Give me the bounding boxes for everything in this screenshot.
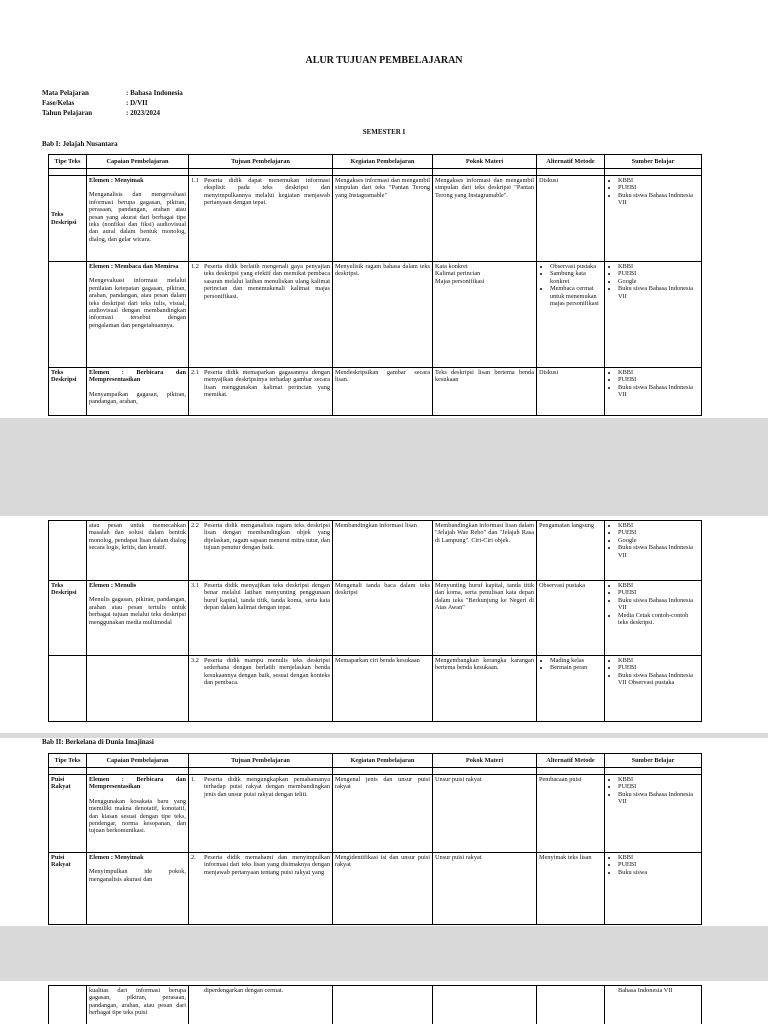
- tp-number: 3.1: [191, 582, 199, 589]
- kegiatan-cell: Mengidentifikasi isi dan unsur puisi rakyat: [333, 853, 433, 925]
- tp-number: 2.2: [191, 522, 199, 529]
- sumber-cell: [605, 368, 702, 416]
- tp-text: Peserta didik menganalisis ragam teks deskripsi lisan dengan membandingkan objek yang dijelaskan, ragam sapaan menurut mitra tutur, dan tujuan penutur dengan baik.: [204, 522, 330, 552]
- capaian-text: Menganalisis dan mengevaluasi informasi berupa gagasan, pikiran, perasaan, pandangan, arahan atau pesan yang akurat dari berbagai tipe teks (nonfiksi dan fiksi) audiovisual dan aural dalam bentuk monolog, dialog, dan gelar wicara.: [89, 191, 186, 243]
- header-cell: Capaian Pembelajaran: [87, 155, 189, 169]
- tp-text: Peserta didik dapat menemukan informasi eksplisit pada teks deskripsi dan menyimpulkannya melalui kegiatan menjawab pertanyaan dengan tepat.: [204, 177, 330, 207]
- metode-cell: Observasi pustaka: [537, 581, 605, 656]
- tp-text: Peserta didik memahami dan menyimpulkan informasi dari teks lisan yang disimaknya dengan menjawab pertanyaan tentang puisi rakyat yang: [204, 854, 330, 876]
- materi-cell: Kata konkret Kalimat perincian Majas personifikasi: [433, 262, 537, 368]
- list-item: • Mading kelas: [550, 657, 602, 664]
- capaian-text: Menggunakan kosakata baru yang memiliki makna denotatif, konotatif, dan kiasan sesuai dengan tipe teks, pendengar, norma kesopanan, dan tujuan berkomunikasi.: [89, 797, 186, 835]
- capaian-cell: [87, 853, 189, 925]
- kegiatan-cell: Menyelisik ragam bahasa dalam teks deskripsi.: [333, 262, 433, 368]
- table-header-row: [49, 155, 702, 169]
- list-item: • Buku siswa Bahasa Indonesia VII Observasi pustaka: [618, 672, 699, 687]
- sumber-cell: [605, 521, 702, 581]
- header-cell: Tipe Teks: [49, 754, 87, 768]
- table-row: [49, 853, 702, 925]
- materi-cell: Unsur puisi rakyat: [433, 853, 537, 925]
- tp-number: 3.2: [191, 657, 199, 664]
- capaian-cell: atau pesan untuk memecahkan masalah dan solusi dalam bentuk monolog, pendapat lisan dalam dialog secara logis, kritis, dan kreatif.: [87, 521, 189, 581]
- meta-label: Fase/Kelas: [42, 99, 75, 107]
- tujuan-cell: [189, 521, 333, 581]
- list-item: • Google: [618, 537, 699, 544]
- list-item: Bahasa Indonesia VII: [618, 987, 673, 994]
- table-row: [49, 176, 702, 262]
- bab1-table-part1: [48, 154, 702, 416]
- metode-cell: Diskusi: [537, 368, 605, 416]
- sumber-cell: [605, 176, 702, 262]
- list-item: • Buku siswa Bahasa Indonesia VII: [618, 285, 699, 300]
- list-item: • Buku siswa Bahasa Indonesia VII: [618, 791, 699, 806]
- tp-text: Peserta didik mampu menulis teks deskripsi sederhana dengan berlatih menjelaskan benda kesukaannya dengan baik, sesuai dengan konteks dan pembaca.: [204, 657, 330, 687]
- document-page-1: [0, 0, 768, 418]
- materi-cell: Menyunting huruf kapital, tanda titik dan koma, serta penulisan kata depan dalam teks "Berkunjung ke Negeri di Atas Awan": [433, 581, 537, 656]
- tipe-teks-cell: [49, 521, 87, 581]
- table-spacer-row: [49, 169, 702, 176]
- list-item: • PUEBI: [618, 783, 699, 790]
- header-cell: Pokok Materi: [433, 155, 537, 169]
- header-cell: Kegiatan Pembelajaran: [333, 754, 433, 768]
- table-row: [49, 656, 702, 722]
- list-item: • PUEBI: [618, 664, 699, 671]
- tipe-teks-cell: Teks Deskripsi: [49, 368, 87, 416]
- header-cell: Kegiatan Pembelajaran: [333, 155, 433, 169]
- table-row: [49, 368, 702, 416]
- capaian-cell: [87, 176, 189, 262]
- capaian-text: Mengevaluasi informasi melalui penilaian ketepatan gagasan, pikiran, arahan, pandangan, atau pesan dalam teks deskripsi dari teks tulis, visual, audiovisual dengan membandingkan informasi tersebut dengan pengalaman dan pengetahuannya.: [89, 277, 186, 329]
- document-page-4: [0, 981, 768, 1024]
- tujuan-cell: [189, 368, 333, 416]
- header-cell: Alternatif Metode: [537, 155, 605, 169]
- tujuan-cell: [189, 262, 333, 368]
- tp-text: Peserta didik mengungkapkan pemahamanya terhadap puisi rakyat dengan membandingkan jenis dan unsur puisi rakyat dengan teliti.: [204, 776, 330, 798]
- capaian-cell: [87, 775, 189, 853]
- meta-value: : D/VII: [126, 99, 148, 107]
- capaian-text: Menyampaikan gagasan, pikiran, pandangan, arahan,: [89, 390, 186, 406]
- meta-label: Tahun Pelajaran: [42, 109, 93, 117]
- materi-cell: [433, 986, 537, 1024]
- list-item: • PUEBI: [618, 270, 699, 277]
- list-item: • KBBI: [618, 776, 699, 783]
- metode-cell: Menyimak teks lisan: [537, 853, 605, 925]
- capaian-cell: [87, 656, 189, 722]
- meta-value: : Bahasa Indonesia: [126, 89, 183, 97]
- list-item: • Media Cetak contoh-contoh teks deskripsi.: [618, 612, 699, 627]
- list-item: • PUEBI: [618, 589, 699, 596]
- tp-number: 1.1: [191, 177, 199, 184]
- metode-cell: [537, 986, 605, 1024]
- meta-row: [42, 108, 183, 118]
- tujuan-cell: [189, 656, 333, 722]
- table-row: [49, 581, 702, 656]
- sumber-cell: [605, 656, 702, 722]
- tipe-teks-cell: Teks Deskripsi: [49, 581, 87, 656]
- metode-cell: Diskusi: [537, 176, 605, 262]
- tp-text: diperdengarkan dengan cermat.: [204, 987, 284, 994]
- list-item: • KBBI: [618, 263, 699, 270]
- document-page-2: [0, 516, 768, 733]
- header-cell: Tipe Teks: [49, 155, 87, 169]
- table-row: [49, 521, 702, 581]
- header-cell: Tujuan Pembelajaran: [189, 155, 333, 169]
- metode-cell: [537, 656, 605, 722]
- list-item: • Sambung kata konkret: [550, 270, 602, 285]
- bab2-table: [48, 753, 702, 925]
- sumber-cell: [605, 581, 702, 656]
- semester-heading: SEMESTER I: [362, 128, 406, 136]
- sumber-cell: [605, 775, 702, 853]
- capaian-cell: kualitas dari informasi berupa gagasan, pikiran, perasaan, pandangan, arahan, atau pesan dari berbagai tipe teks puisi: [87, 986, 189, 1024]
- tipe-teks-cell: [49, 262, 87, 368]
- header-cell: Sumber Belajar: [605, 754, 702, 768]
- tujuan-cell: [189, 176, 333, 262]
- metode-cell: [537, 262, 605, 368]
- kegiatan-cell: Memaparkan ciri benda kesukaan: [333, 656, 433, 722]
- kegiatan-cell: Mengakses informasi dan mengambil simpulan dari teks "Pantan Terong yang Instagramable": [333, 176, 433, 262]
- meta-value: : 2023/2024: [126, 109, 161, 117]
- tp-text: Peserta didik berlatih mengenali gaya penyajian teks deskripsi yang efektif dan memikat pembaca sasaran melalui latihan menuliskan ulang kalimat perincian dan menemukenali kalimat majas personifikasi.: [204, 263, 330, 300]
- tipe-teks-cell: Teks Deskripsi: [49, 176, 87, 262]
- tipe-teks-cell: [49, 656, 87, 722]
- list-item: • KBBI: [618, 369, 699, 376]
- materi-cell: Membandingkan informasi lisan dalam "Jelajah Wae Rebo" dan "Jelajah Rasa di Lampung". Ciri-Ciri objek.: [433, 521, 537, 581]
- list-item: • Buku siswa Bahasa Indonesia VII: [618, 597, 699, 612]
- element-heading: Elemen : Menyimak: [89, 177, 144, 184]
- bab2-table-part2: [48, 985, 702, 1024]
- tujuan-cell: [189, 775, 333, 853]
- capaian-text: Menulis gagasan, pikiran, pandangan, arahan atau pesan tertulis untuk berbagai tujuan melalui teks deskripsi menggunakan media multimodal: [89, 596, 186, 626]
- capaian-text: Menyimpulkan ide pokok, menganalisis akurasi dan: [89, 868, 186, 883]
- list-item: • KBBI: [618, 177, 699, 184]
- tp-number: 1.: [191, 776, 196, 783]
- list-item: • Buku siswa Bahasa Indonesia VII: [618, 384, 699, 399]
- materi-cell: Mengakses informasi dan mengambil simpulan dari teks deskripsi "Pantan Terong yang Instagramable".: [433, 176, 537, 262]
- table-header-row: [49, 754, 702, 768]
- kegiatan-cell: Mengenal jenis dan unsur puisi rakyat: [333, 775, 433, 853]
- document-title: ALUR TUJUAN PEMBELAJARAN: [305, 55, 463, 66]
- element-heading: Elemen : Berbicara dan Mempresentasikan: [89, 369, 186, 384]
- capaian-cell: [87, 262, 189, 368]
- list-item: • Buku siswa Bahasa Indonesia VII: [618, 192, 699, 207]
- element-heading: Elemen : Membaca dan Memirsa: [89, 263, 179, 270]
- tp-number: 1.2: [191, 263, 199, 270]
- tipe-teks-cell: [49, 986, 87, 1024]
- tujuan-cell: [189, 853, 333, 925]
- kegiatan-cell: Membandingkan informasi lisan: [333, 521, 433, 581]
- sumber-cell: [605, 262, 702, 368]
- table-row: [49, 986, 702, 1024]
- bab2-heading: Bab II: Berkelana di Dunia Imajinasi: [42, 738, 154, 746]
- meta-row: [42, 98, 183, 108]
- metode-cell: Pengamatan langsung: [537, 521, 605, 581]
- list-item: • Bermain peran: [550, 664, 602, 671]
- tp-text: Peserta didik memaparkan gagasannya dengan menyajikan deskripsinya terhadap gambar secara lisan menggunakan kalimat perincian yang memikat.: [204, 369, 330, 399]
- list-item: • Google: [618, 278, 699, 285]
- tp-number: 2.1: [191, 369, 199, 376]
- list-item: • Buku siswa: [618, 869, 699, 876]
- document-meta: [42, 88, 183, 118]
- table-row: [49, 775, 702, 853]
- kegiatan-cell: [333, 986, 433, 1024]
- kegiatan-cell: Mengenali tanda baca dalam teks deskripsi: [333, 581, 433, 656]
- metode-cell: Pembacaan puisi: [537, 775, 605, 853]
- header-cell: Tujuan Pembelajaran: [189, 754, 333, 768]
- tujuan-cell: [189, 986, 333, 1024]
- tp-text: Peserta didik menyajikan teks deskripsi dengan benar melalui latihan menyunting penggunaan huruf kapital, tanda titik, tanda koma, serta kata depan dalam kalimat dengan tepat.: [204, 582, 330, 612]
- materi-cell: Teks deskripsi lisan bertema benda kesukaan: [433, 368, 537, 416]
- list-item: • Observasi pustaka: [550, 263, 602, 270]
- list-item: • KBBI: [618, 657, 699, 664]
- document-page-3: [0, 738, 768, 926]
- element-heading: Elemen : Berbicara dan Mempresentasikan: [89, 776, 186, 791]
- tipe-teks-cell: Puisi Rakyat: [49, 853, 87, 925]
- list-item: • KBBI: [618, 522, 699, 529]
- meta-row: [42, 88, 183, 98]
- capaian-cell: [87, 368, 189, 416]
- materi-cell: Unsur puisi rakyat: [433, 775, 537, 853]
- header-cell: Alternatif Metode: [537, 754, 605, 768]
- header-cell: Pokok Materi: [433, 754, 537, 768]
- list-item: • PUEBI: [618, 529, 699, 536]
- list-item: • KBBI: [618, 582, 699, 589]
- header-cell: Capaian Pembelajaran: [87, 754, 189, 768]
- list-item: • PUEBI: [618, 184, 699, 191]
- list-item: • PUEBI: [618, 861, 699, 868]
- sumber-cell: [605, 853, 702, 925]
- materi-cell: Mengembangkan kerangka karangan bertema benda kesukaan.: [433, 656, 537, 722]
- element-heading: Elemen : Menyimak: [89, 854, 144, 861]
- header-cell: Sumber Belajar: [605, 155, 702, 169]
- sumber-cell: [605, 986, 702, 1024]
- list-item: • Buku siswa Bahasa Indonesia VII: [618, 544, 699, 559]
- bab1-table-part2: [48, 520, 702, 722]
- list-item: • PUEBI: [618, 376, 699, 383]
- kegiatan-cell: Mendeskripsikan gambar secara lisan.: [333, 368, 433, 416]
- meta-label: Mata Pelajaran: [42, 89, 89, 97]
- tujuan-cell: [189, 581, 333, 656]
- tipe-teks-cell: Puisi Rakyat: [49, 775, 87, 853]
- list-item: • Membaca cermat untuk menemukan majas personifikasi: [550, 285, 602, 307]
- tp-number: 2.: [191, 854, 196, 861]
- table-row: [49, 262, 702, 368]
- capaian-cell: [87, 581, 189, 656]
- bab1-heading: Bab I: Jelajah Nusantara: [42, 140, 118, 148]
- element-heading: Elemen : Menulis: [89, 582, 137, 589]
- list-item: • KBBI: [618, 854, 699, 861]
- table-spacer-row: [49, 768, 702, 775]
